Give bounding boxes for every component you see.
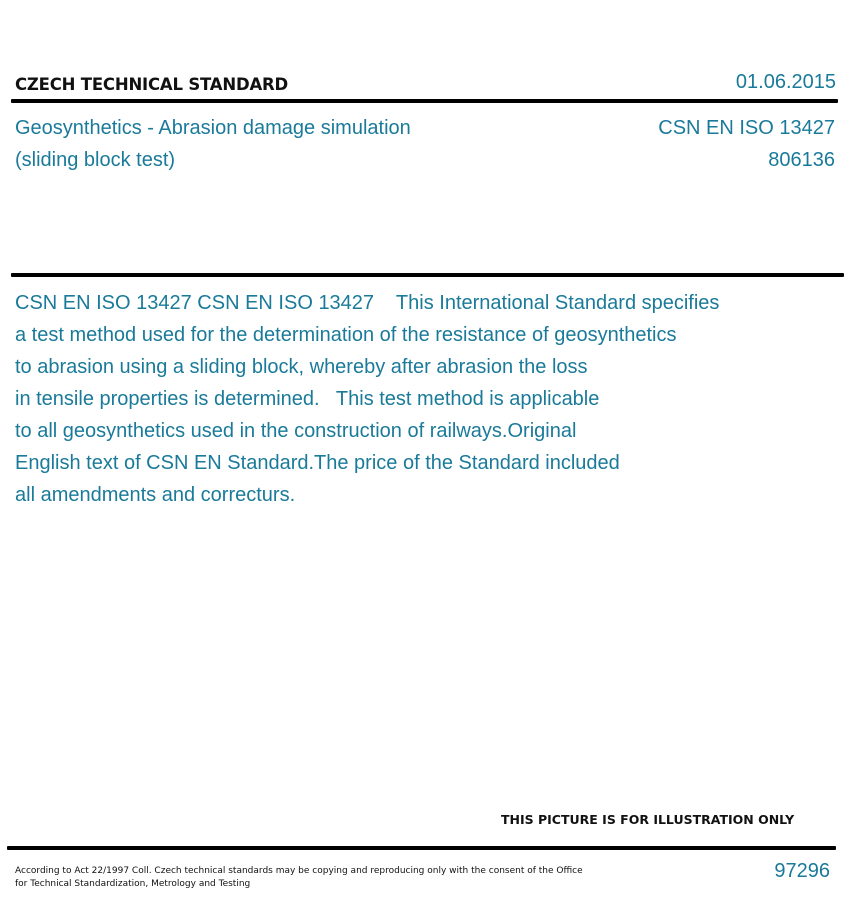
legal-notice	[15, 865, 583, 891]
standard-description	[15, 287, 719, 511]
description-line: to abrasion using a sliding block, whereby after abrasion the loss	[15, 356, 588, 378]
description-line: all amendments and correcturs.	[15, 484, 296, 506]
description-line: to all geosynthetics used in the construction of railways.Original	[15, 420, 577, 442]
description-line: CSN EN ISO 13427 CSN EN ISO 13427 This International Standard specifies	[15, 292, 720, 314]
illustration-disclaimer: THIS PICTURE IS FOR ILLUSTRATION ONLY	[501, 812, 795, 827]
standard-code: CSN EN ISO 13427	[658, 117, 835, 139]
footer-divider	[7, 846, 836, 850]
description-line: in tensile properties is determined. This test method is applicable	[15, 388, 600, 410]
standard-title-line-2: (sliding block test)	[15, 149, 176, 171]
standard-identifiers	[658, 112, 835, 176]
description-line: English text of CSN EN Standard.The price of the Standard included	[15, 452, 620, 474]
footer-reference-number: 97296	[774, 860, 830, 882]
publication-date: 01.06.2015	[735, 71, 836, 93]
legal-notice-line-2: for Technical Standardization, Metrology and Testing	[15, 879, 251, 889]
description-line: a test method used for the determination of the resistance of geosynthetics	[15, 324, 677, 346]
document-type-heading: CZECH TECHNICAL STANDARD	[15, 75, 289, 94]
header-divider	[11, 99, 838, 103]
section-divider	[11, 273, 844, 277]
standard-title-line-1: Geosynthetics - Abrasion damage simulation	[15, 117, 411, 139]
legal-notice-line-1: According to Act 22/1997 Coll. Czech technical standards may be copying and reproducing only with the consent of the Office	[15, 866, 583, 876]
standard-title	[15, 112, 411, 176]
catalog-number: 806136	[768, 149, 835, 171]
